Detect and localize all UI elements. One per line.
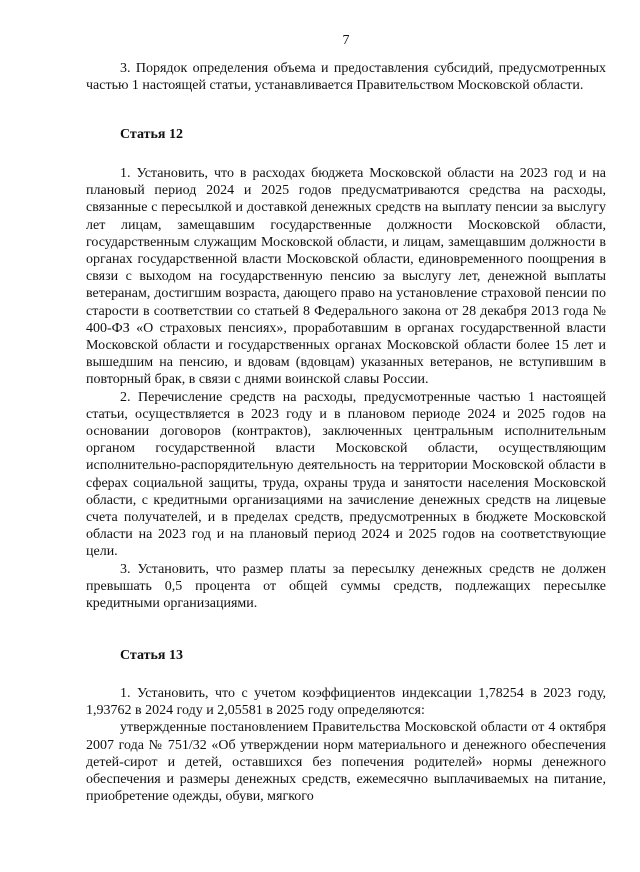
article-12-heading: Статья 12 [120, 127, 183, 142]
article-12-body [86, 165, 606, 612]
paragraph: 1. Установить, что в расходах бюджета Московской области на 2023 год и на плановый период 2024 и 2025 годов предусматриваются средства на расходы, связанные с пересылкой и доставкой денежных средств на выплату пенсии за выслугу лет лицам, замещавшим государственные должности Московской области, государственным служащим Московской области, и лицам, замещавшим должности в органах государственной власти Московской области, единовременного поощрения в связи с выходом на государственную пенсию за выслугу лет, денежной выплаты ветеранам, достигшим возраста, дающего право на установление страховой пенсии по старости в соответствии со статьей 8 Федерального закона от 28 декабря 2013 года № 400-ФЗ «О страховых пенсиях», проработавшим в органах государственной власти Московской области и государственных органах Московской области более 15 лет и вышедшим на пенсию, и вдовам (вдовцам) указанных ветеранов, не вступившим в повторный брак, в связи с днями воинской славы России. [86, 166, 606, 388]
paragraph: утвержденные постановлением Правительства Московской области от 4 октября 2007 года № 751/32 «Об утверждении норм материального и денежного обеспечения детей-сирот и детей, оставшихся без попечения родителей» нормы денежного обеспечения и размеры денежных средств, ежемесячно выплачиваемых на питание, приобретение одежды, обуви, мягкого [86, 720, 606, 805]
paragraph: 2. Перечисление средств на расходы, предусмотренные частью 1 настоящей статьи, осуществляется в 2023 году и в плановом периоде 2024 и 2025 годов на основании договоров (контрактов), заключенных центральным исполнительным органом государственной власти Московской области, осуществляющим исполнительно-распорядительную деятельность на территории Московской области в сферах социальной защиты, труда, охраны труда и занятости населения Московской области, с кредитными организациями на зачисление денежных средств на лицевые счета получателей, и в пределах средств, предусмотренных в бюджете Московской области на 2023 год и на плановый период 2024 и 2025 годов на соответствующие цели. [86, 389, 606, 560]
paragraph: 1. Установить, что с учетом коэффициентов индексации 1,78254 в 2023 году, 1,93762 в 2024 году и 2,05581 в 2025 году определяются: [86, 686, 606, 719]
article-13-heading: Статья 13 [120, 648, 183, 663]
article-13-body [86, 685, 606, 805]
document-page [86, 0, 606, 872]
paragraph: 3. Установить, что размер платы за пересылку денежных средств не должен превышать 0,5 процента от общей суммы средств, подлежащих пересылке кредитными организациями. [86, 561, 606, 612]
paragraph: 3. Порядок определения объема и предоставления субсидий, предусмотренных частью 1 настоящей статьи, устанавливается Правительством Московской области. [86, 61, 606, 94]
page-number: 7 [342, 33, 350, 48]
intro-section [86, 60, 606, 94]
